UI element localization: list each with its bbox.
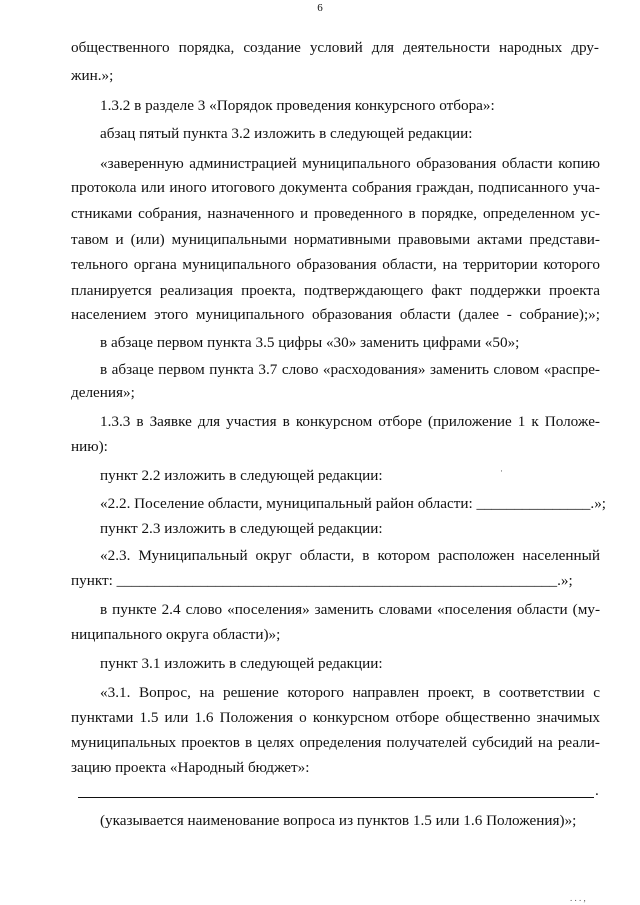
- text-line: пункт 3.1 изложить в следующей редакции:: [100, 655, 383, 672]
- text-line: абзац пятый пункта 3.2 изложить в следующей редакции:: [100, 125, 473, 142]
- text-line: общественного порядка, создание условий для деятельности народных дру-: [71, 39, 599, 56]
- text-line: «3.1. Вопрос, на решение которого направлен проект, в соответствии с: [100, 684, 600, 701]
- text-line: ниципального округа области)»;: [71, 626, 281, 643]
- text-line: пункт 2.3 изложить в следующей редакции:: [100, 520, 383, 537]
- text-line: стниками собрания, назначенного и проведенного в порядке, определенном ус-: [71, 205, 600, 222]
- text-line: «заверенную администрацией муниципального образования области копию: [100, 155, 600, 172]
- text-line: «2.2. Поселение области, муниципальный район области: _______________.»;: [100, 495, 607, 512]
- scan-mark: . . . ,: [570, 893, 586, 903]
- text-line: жин.»;: [71, 67, 114, 84]
- scan-mark: ·: [500, 466, 503, 476]
- page-number: 6: [317, 2, 323, 14]
- text-line: «2.3. Муниципальный округ области, в котором расположен населенный: [100, 547, 600, 564]
- text-line: 1.3.3 в Заявке для участия в конкурсном отборе (приложение 1 к Положе-: [100, 413, 600, 430]
- fill-in-blank-line: [78, 797, 594, 798]
- text-line: (указывается наименование вопроса из пунктов 1.5 или 1.6 Положения)»;: [100, 812, 577, 829]
- text-line: протокола или иного итогового документа собрания граждан, подписанного уча-: [71, 179, 600, 196]
- text-line: .: [595, 782, 599, 799]
- text-line: тавом и (или) муниципальными нормативными правовыми актами представи-: [71, 231, 600, 248]
- text-line: зацию проекта «Народный бюджет»:: [71, 759, 310, 776]
- text-line: пункт: __________________________________________________________.»;: [71, 572, 573, 589]
- text-line: планируется реализация проекта, подтверждающего факт поддержки проекта: [71, 282, 600, 299]
- text-line: 1.3.2 в разделе 3 «Порядок проведения конкурсного отбора»:: [100, 97, 495, 114]
- text-line: в абзаце первом пункта 3.7 слово «расходования» заменить словом «распре-: [100, 361, 600, 378]
- text-line: населением этого муниципального образования области (далее - собрание);»;: [71, 306, 600, 323]
- text-line: нию):: [71, 438, 108, 455]
- text-line: деления»;: [71, 384, 135, 401]
- text-line: пунктами 1.5 или 1.6 Положения о конкурсном отборе общественно значимых: [71, 709, 600, 726]
- text-line: в пункте 2.4 слово «поселения» заменить словами «поселения области (му-: [100, 601, 600, 618]
- text-line: пункт 2.2 изложить в следующей редакции:: [100, 467, 383, 484]
- text-line: тельного органа муниципального образования области, на территории которого: [71, 256, 600, 273]
- text-line: в абзаце первом пункта 3.5 цифры «30» заменить цифрами «50»;: [100, 334, 520, 351]
- text-line: муниципальных проектов в целях определения получателей субсидий на реали-: [71, 734, 600, 751]
